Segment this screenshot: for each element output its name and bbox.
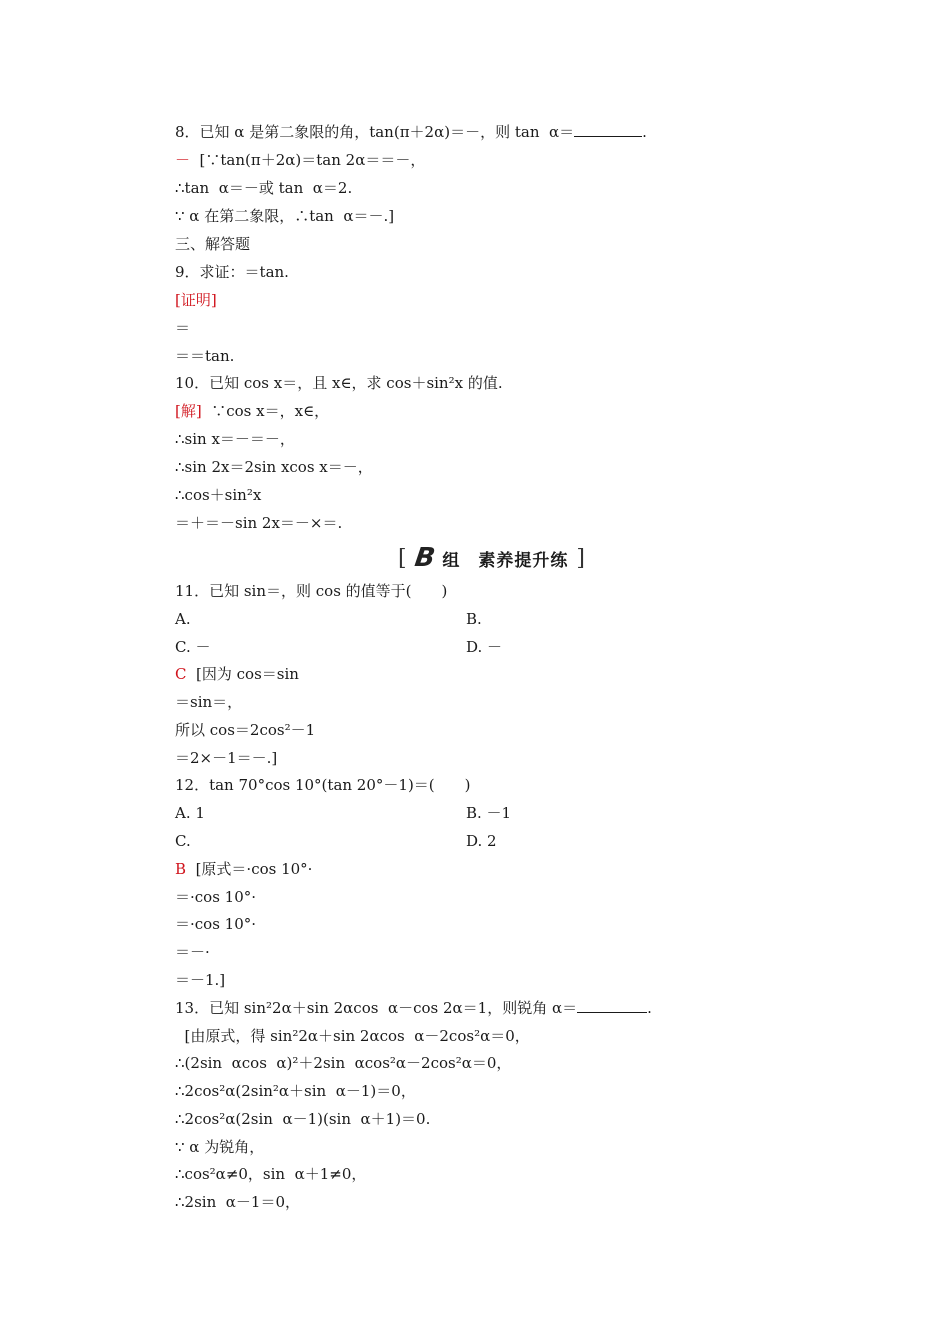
group-b-banner — [398, 544, 585, 572]
q12-option-d: D. 2 — [466, 832, 497, 850]
q13-answer-blank — [577, 998, 647, 1013]
section-heading: 三、解答题 — [175, 235, 251, 253]
q11-answer: C — [175, 665, 187, 683]
q10-solution-label: [解] — [175, 402, 202, 420]
q13-line-6: ∵ α 为锐角， — [175, 1138, 265, 1156]
q13-line-4: ∴2cos²α(2sin²α＋sin α－1)＝0， — [175, 1082, 416, 1100]
q10-line-3: ∴sin x＝－＝－， — [175, 430, 295, 448]
q9-proof-label: [证明] — [175, 291, 217, 309]
q9-line-1: 9．求证：＝tan. — [175, 263, 289, 281]
q12-line-5: ＝－· — [175, 943, 210, 961]
q8-line-3: ∴tan α＝－或 tan α＝2. — [175, 179, 353, 197]
q10-line-6: ＝＋＝－sin 2x＝－×＝. — [175, 514, 343, 532]
q11-option-d: D. － — [466, 638, 503, 656]
group-b-letter: B — [412, 543, 437, 573]
q13-line-1: 13．已知 sin²2α＋sin 2αcos α－cos 2α＝1，则锐角 α＝ . — [175, 999, 652, 1017]
q10-line-1: 10．已知 cos x＝，且 x∈，求 cos＋sin²x 的值. — [175, 374, 503, 392]
q11-line-4: 所以 cos＝2cos²－1 — [175, 721, 316, 739]
q13-line-8: ∴2sin α－1＝0， — [175, 1193, 300, 1211]
q8-line-2: － [∵tan(π＋2α)＝tan 2α＝＝－， — [175, 151, 426, 169]
q8-line-1: 8．已知 α 是第二象限的角，tan(π＋2α)＝－，则 tan α＝ . — [175, 123, 647, 141]
q11-option-c: C. － — [175, 638, 211, 656]
q13-line-7: ∴cos²α≠0，sin α＋1≠0， — [175, 1165, 367, 1183]
banner-title: 素养提升练 — [478, 550, 569, 571]
q10-line-5: ∴cos＋sin²x — [175, 486, 262, 504]
q9-line-2: ＝ — [175, 319, 191, 337]
q11-line-1: 11．已知 sin＝，则 cos 的值等于( ) — [175, 582, 448, 600]
q12-line-2: B [原式＝·cos 10°· — [175, 860, 313, 878]
q12-option-c: C. — [175, 832, 191, 850]
q11-option-a: A. — [175, 610, 191, 628]
q12-option-a: A. 1 — [175, 804, 205, 822]
q13-line-5: ∴2cos²α(2sin α－1)(sin α＋1)＝0. — [175, 1110, 431, 1128]
q12-line-3: ＝·cos 10°· — [175, 888, 257, 906]
banner-close-bracket: ] — [576, 545, 586, 571]
q8-answer-blank — [574, 122, 642, 137]
q12-answer: B — [175, 860, 187, 878]
q9-line-3: ＝＝tan. — [175, 347, 235, 365]
q11-option-b: B. — [466, 610, 482, 628]
q12-line-1: 12．tan 70°cos 10°(tan 20°－1)＝( ) — [175, 776, 471, 794]
q10-line-2: [解] ∵cos x＝，x∈， — [175, 402, 330, 420]
q8-answer-mark: － — [175, 151, 191, 169]
banner-open-bracket: [ — [398, 545, 407, 571]
q13-line-2: [由原式，得 sin²2α＋sin 2αcos α－2cos²α＝0， — [175, 1027, 530, 1045]
q11-line-5: ＝2×－1＝－.] — [175, 749, 278, 767]
q12-option-b: B. －1 — [466, 804, 512, 822]
q8-line-4: ∵ α 在第二象限，∴tan α＝－.] — [175, 207, 395, 225]
q11-line-3: ＝sin＝， — [175, 693, 243, 711]
q13-line-3: ∴(2sin αcos α)²＋2sin αcos²α－2cos²α＝0， — [175, 1054, 512, 1072]
q12-line-4: ＝·cos 10°· — [175, 915, 257, 933]
q12-line-6: ＝－1.] — [175, 971, 226, 989]
q11-line-2: C [因为 cos＝sin — [175, 665, 299, 683]
q10-line-4: ∴sin 2x＝2sin xcos x＝－， — [175, 458, 373, 476]
group-label: 组 — [442, 550, 461, 571]
